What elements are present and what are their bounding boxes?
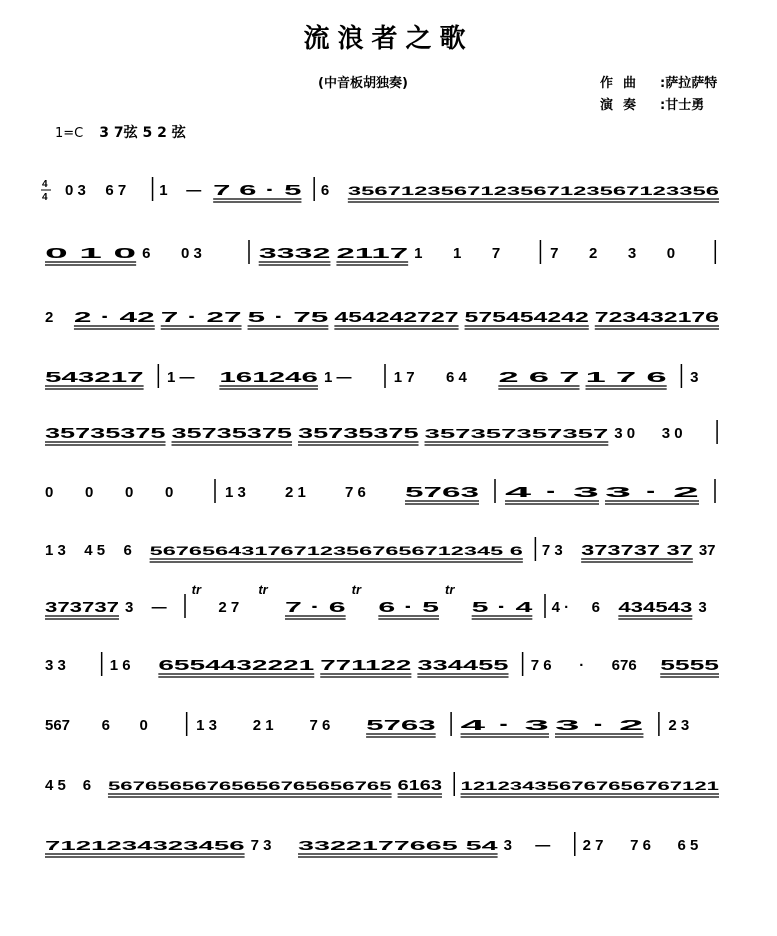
note-group: 4 · 3 <box>460 717 549 734</box>
note-group: 6 <box>82 777 92 794</box>
note-group: 5555 <box>660 657 719 674</box>
note-group: 1 3 <box>225 484 246 501</box>
note-group: 567656431767123567656712345 6 <box>149 544 524 558</box>
note-group: 1 <box>453 245 462 262</box>
note-group: 2 <box>589 245 598 262</box>
note-group: 6 <box>142 245 151 262</box>
note-group: 3 · 2 <box>605 484 699 501</box>
note-group: 0 1 0 <box>45 245 137 262</box>
note-group: 0 3 <box>181 245 202 262</box>
note-group: 3 0 <box>661 425 683 442</box>
note-group: 5763 <box>405 484 479 501</box>
note-group: 7 · 6 <box>285 599 346 616</box>
note-group: 2 7 <box>218 599 240 616</box>
note-group: 2117 <box>336 245 409 262</box>
note-group: 6 7 <box>105 182 127 199</box>
note-group: 7 6 · 5 <box>213 182 302 199</box>
note-group: 0 <box>125 484 134 501</box>
note-group: 4 5 <box>45 777 66 794</box>
note-group: 121234356767656767121 <box>460 779 720 793</box>
trill-mark: tr <box>191 582 202 597</box>
note-group: 0 3 <box>65 182 86 199</box>
note-group: 3567123567123567123567123356 <box>347 184 720 198</box>
note-group: 334455 <box>417 657 509 674</box>
note-group: 56765656765656765656765 <box>107 779 393 793</box>
note-group: 7 6 <box>530 657 552 674</box>
note-group: 35735375 <box>45 425 166 442</box>
note-group: 35735375 <box>171 425 293 442</box>
note-group: 37 <box>698 542 716 559</box>
trill-mark: tr <box>351 582 362 597</box>
composer-name: :萨拉萨特 <box>660 76 718 91</box>
note-group: 0 <box>45 484 54 501</box>
note-group: 1 3 <box>45 542 66 559</box>
note-group: 3 <box>503 837 512 854</box>
note-group: 7 3 <box>250 837 272 854</box>
note-group: 3 3 <box>45 657 66 674</box>
note-group: 4 · 3 <box>505 484 599 501</box>
time-signature-top: 4 <box>42 179 48 190</box>
note-group: 575454242 <box>464 309 589 326</box>
note-group: 434543 <box>618 599 693 616</box>
note-group: 771122 <box>320 657 412 674</box>
note-group: 3 <box>125 599 134 616</box>
note-group: 676 <box>611 657 637 674</box>
note-group: 3 <box>690 369 699 386</box>
note-group: 7 6 <box>630 837 651 854</box>
note-group: 6 5 <box>677 837 699 854</box>
note-group: 7 3 <box>541 542 563 559</box>
note-group: 6 <box>320 182 330 199</box>
tuning-label: 3 7弦 5 2 弦 <box>99 125 186 141</box>
note-group: 2 1 <box>252 717 274 734</box>
note-group: 3 <box>627 245 637 262</box>
key-label: 1=C <box>55 126 84 141</box>
note-group: 373737 <box>45 599 119 616</box>
note-group: 454242727 <box>334 309 459 326</box>
note-group: 3 · 2 <box>555 717 644 734</box>
note-group: 7 <box>550 245 559 262</box>
note-group: 2 3 <box>668 717 690 734</box>
page-title: 流浪者之歌 <box>303 24 474 54</box>
note-group: 35735375 <box>298 425 419 442</box>
note-group: 0 <box>666 245 676 262</box>
note-group: 1 <box>159 182 168 199</box>
note-group: 6 <box>101 717 111 734</box>
note-group: 1 <box>414 245 423 262</box>
note-group: 7 · 27 <box>160 309 242 326</box>
note-group: 4 5 <box>84 542 106 559</box>
note-group: — <box>151 599 167 616</box>
note-group: 161246 <box>219 369 318 386</box>
note-group: 6 4 <box>446 369 467 386</box>
note-group: 6163 <box>397 777 442 794</box>
note-group: 6 <box>591 599 601 616</box>
note-group: 4 · <box>551 599 570 616</box>
note-group: 6554432221 <box>158 657 315 674</box>
note-group: — <box>186 182 202 199</box>
note-group: — <box>535 837 551 854</box>
note-group: 543217 <box>45 369 144 386</box>
note-group: 1 — <box>167 369 195 386</box>
trill-mark: tr <box>445 582 455 597</box>
note-group: · <box>579 657 585 674</box>
note-group: 0 <box>139 717 148 734</box>
note-group: 6 · 5 <box>378 599 439 616</box>
note-group: 3 <box>698 599 707 616</box>
note-group: 7 6 <box>309 717 331 734</box>
time-signature-bottom: 4 <box>42 192 48 203</box>
performer-role: 演奏 <box>600 98 647 113</box>
note-group: 0 <box>85 484 94 501</box>
note-group: 1 3 <box>196 717 217 734</box>
composer-role: 作曲 <box>600 76 647 91</box>
note-group: 1 6 <box>109 657 131 674</box>
trill-mark: tr <box>258 582 268 597</box>
note-group: 3322177665 54 <box>298 838 500 853</box>
note-group: 1 7 6 <box>585 369 667 386</box>
score-lines <box>45 177 720 857</box>
note-group: 7121234323456 <box>45 838 245 853</box>
note-group: 2 1 <box>285 484 306 501</box>
note-group: 3332 <box>258 245 331 262</box>
note-group: 1 7 <box>393 369 415 386</box>
note-group: 0 <box>165 484 174 501</box>
note-group: 373737 37 <box>581 542 693 559</box>
note-group: 6 <box>123 542 132 559</box>
note-group: 5 · 75 <box>247 309 329 326</box>
note-group: 567 <box>45 717 71 734</box>
page-subtitle: (中音板胡独奏) <box>318 76 408 91</box>
note-group: 2 <box>45 309 54 326</box>
note-group: 7 <box>491 245 501 262</box>
performer-name: :甘士勇 <box>660 98 705 113</box>
note-group: 357357357357 <box>424 426 609 441</box>
note-group: 5 · 4 <box>471 599 534 616</box>
note-group: 2 · 42 <box>73 309 155 326</box>
note-group: 7 6 <box>345 484 366 501</box>
note-group: 5763 <box>366 717 436 734</box>
note-group: 723432176 <box>594 309 719 326</box>
note-group: 1 — <box>323 369 352 386</box>
note-group: 2 6 7 <box>498 369 580 386</box>
note-group: 3 0 <box>614 425 636 442</box>
note-group: 2 7 <box>582 837 604 854</box>
